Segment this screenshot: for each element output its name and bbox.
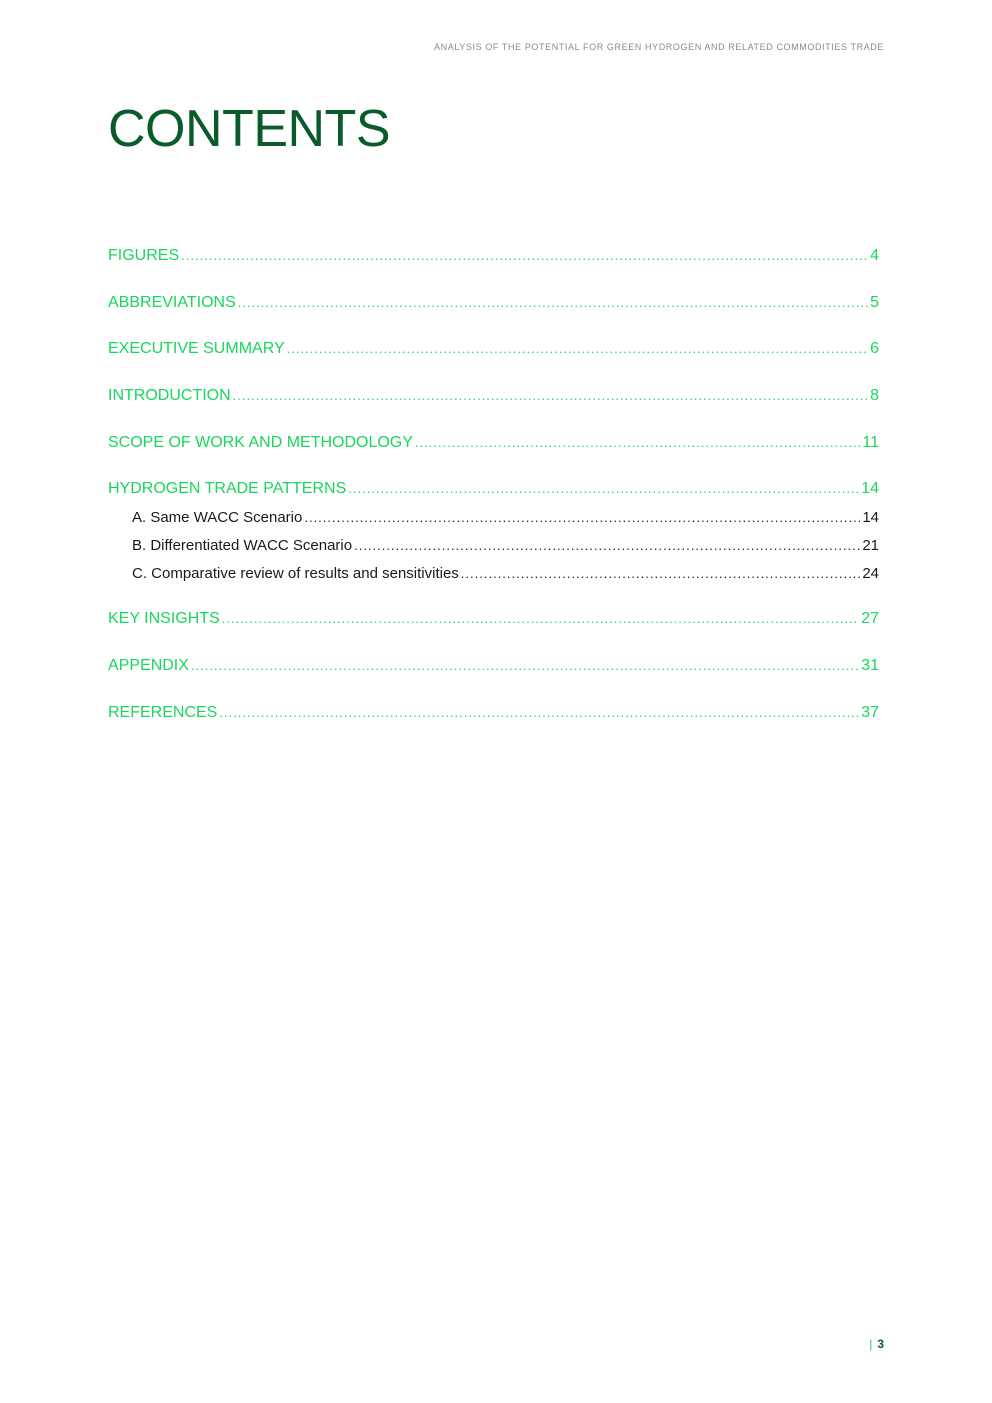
toc-leader-dots bbox=[222, 611, 859, 626]
toc-item-label: A. Same WACC Scenario bbox=[132, 509, 303, 526]
toc-leader-dots bbox=[233, 388, 868, 403]
toc-leader-dots bbox=[304, 510, 860, 525]
toc-item-label: ABBREVIATIONS bbox=[108, 294, 236, 311]
toc-item-page: 27 bbox=[861, 610, 879, 627]
toc-item-label: SCOPE OF WORK AND METHODOLOGY bbox=[108, 434, 413, 451]
toc-subitem-same-wacc[interactable] bbox=[108, 509, 879, 526]
toc-item-introduction[interactable] bbox=[108, 387, 879, 405]
toc-item-executive-summary[interactable] bbox=[108, 340, 879, 358]
toc-item-page: 21 bbox=[862, 537, 879, 554]
toc-leader-dots bbox=[287, 341, 868, 356]
toc-item-label: KEY INSIGHTS bbox=[108, 610, 220, 627]
page-title: CONTENTS bbox=[108, 100, 390, 158]
toc-item-page: 5 bbox=[870, 294, 879, 311]
toc-item-scope-of-work[interactable] bbox=[108, 434, 879, 452]
toc-leader-dots bbox=[348, 481, 859, 496]
toc-item-appendix[interactable] bbox=[108, 657, 879, 675]
page-number-divider: | bbox=[869, 1337, 873, 1351]
toc-item-label: B. Differentiated WACC Scenario bbox=[132, 537, 353, 554]
toc-leader-dots bbox=[354, 538, 860, 553]
toc-subitem-comparative-review[interactable] bbox=[108, 565, 879, 582]
page-number-value: 3 bbox=[877, 1337, 884, 1351]
running-header: ANALYSIS OF THE POTENTIAL FOR GREEN HYDROGEN AND RELATED COMMODITIES TRADE bbox=[434, 42, 884, 52]
toc-leader-dots bbox=[181, 248, 868, 263]
toc-item-label: C. Comparative review of results and sensitivities bbox=[132, 565, 459, 582]
toc-item-page: 6 bbox=[870, 340, 879, 357]
toc-item-label: EXECUTIVE SUMMARY bbox=[108, 340, 285, 357]
toc-item-figures[interactable] bbox=[108, 247, 879, 265]
toc-item-page: 8 bbox=[870, 387, 879, 404]
toc-item-page: 14 bbox=[862, 509, 879, 526]
toc-leader-dots bbox=[219, 705, 859, 720]
toc-item-page: 37 bbox=[861, 704, 879, 721]
toc-leader-dots bbox=[191, 658, 859, 673]
toc-item-page: 14 bbox=[861, 480, 879, 497]
toc-item-page: 24 bbox=[862, 565, 879, 582]
toc-leader-dots bbox=[415, 435, 860, 450]
toc-item-page: 11 bbox=[862, 434, 879, 451]
toc-item-label: INTRODUCTION bbox=[108, 387, 231, 404]
page-number bbox=[869, 1337, 884, 1351]
toc-item-label: FIGURES bbox=[108, 247, 180, 264]
toc-leader-dots bbox=[238, 295, 868, 310]
toc-item-hydrogen-trade-patterns[interactable] bbox=[108, 480, 879, 498]
toc-item-page: 31 bbox=[861, 657, 879, 674]
toc-item-key-insights[interactable] bbox=[108, 610, 879, 628]
toc-item-label: REFERENCES bbox=[108, 704, 218, 721]
toc-item-abbreviations[interactable] bbox=[108, 294, 879, 312]
toc-subitem-differentiated-wacc[interactable] bbox=[108, 537, 879, 554]
toc-item-references[interactable] bbox=[108, 704, 879, 722]
toc-leader-dots bbox=[461, 566, 861, 581]
toc-item-label: APPENDIX bbox=[108, 657, 189, 674]
toc-item-page: 4 bbox=[870, 247, 879, 264]
toc-item-label: HYDROGEN TRADE PATTERNS bbox=[108, 480, 347, 497]
